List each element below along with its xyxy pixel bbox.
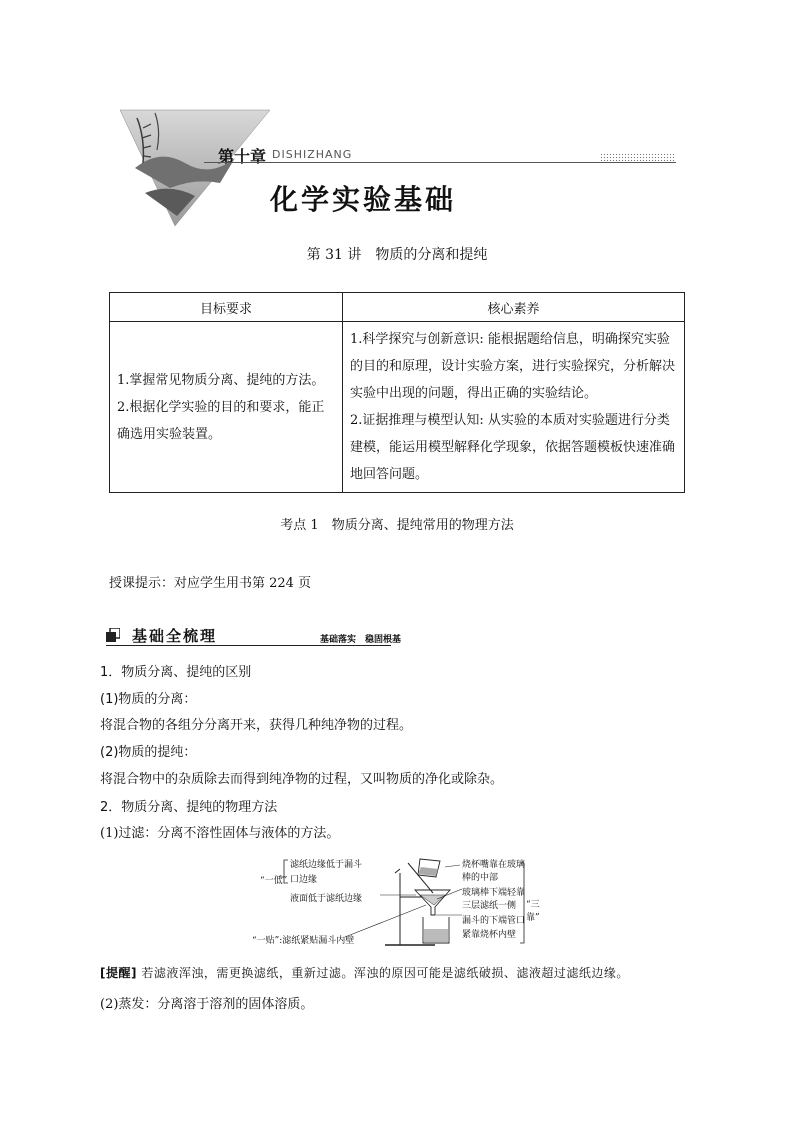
chapter-rule [204, 162, 676, 163]
heading-2: 2．物质分离、提纯的物理方法 [100, 800, 278, 815]
chapter-title: 化学实验基础 [270, 183, 457, 216]
tip-label: [提醒] [100, 966, 137, 980]
table-row [110, 322, 685, 493]
goal-item: 2.根据化学实验的目的和要求，能正确选用实验装置。 [117, 399, 325, 442]
table-header-row [110, 293, 685, 322]
sub-label-purification: (2)物质的提纯： [100, 745, 197, 760]
chapter-pinyin: DISHIZHANG [272, 148, 353, 161]
literacy-cell [343, 322, 685, 493]
sankao-rule-6: 紧靠烧杯内壁 [462, 930, 517, 940]
tip [100, 964, 629, 981]
filtration-diagram [250, 855, 550, 950]
goals-cell [110, 322, 343, 493]
tip-text: 若滤液浑浊，需更换滤纸，重新过滤。浑浊的原因可能是滤纸破损、滤液超过滤纸边缘。 [141, 966, 629, 980]
table-header-literacy: 核心素养 [343, 293, 685, 322]
yidi-rule-2: 口边缘 [290, 875, 318, 885]
separation-text: 将混合物的各组分分离开来，获得几种纯净物的过程。 [100, 718, 413, 733]
banner-subtitle: 基础落实 稳固根基 [320, 635, 402, 645]
section-title: 考点 1 物质分离、提纯常用的物理方法 [280, 518, 514, 533]
sub-label-separation: (1)物质的分离： [100, 692, 197, 707]
goal-table [109, 292, 685, 493]
literacy-item: 1.科学探究与创新意识: 能根据题给信息，明确探究实验的目的和原理，设计实验方案，进行实验探究，分析解决实验中出现的问题，得出正确的实验结论。 [350, 332, 676, 401]
sankao-rule-1: 烧杯嘴靠在玻璃 [462, 860, 526, 870]
purification-text: 将混合物中的杂质除去而得到纯净物的过程，又叫物质的净化或除杂。 [100, 772, 504, 787]
teaching-hint: 授课提示：对应学生用书第 224 页 [109, 576, 312, 591]
filter-text: (1)过滤：分离不溶性固体与液体的方法。 [100, 826, 340, 841]
table-header-goals: 目标要求 [110, 293, 343, 322]
sankao-rule-5: 漏斗的下端管口 [462, 916, 526, 926]
banner-rule [106, 645, 391, 646]
sankao-label: “三靠” [526, 900, 540, 923]
banner-title: 基础全梳理 [132, 627, 218, 645]
literacy-item: 2.证据推理与模型认知: 从实验的本质对实验题进行分类建模，能运用模型解释化学现象，依据答题模板快速准确地回答问题。 [350, 413, 676, 482]
chapter-number: 第十章 [218, 147, 267, 166]
heading-1: 1．物质分离、提纯的区别 [100, 665, 252, 680]
goal-item: 1.掌握常见物质分离、提纯的方法。 [117, 372, 325, 388]
decorative-dots [600, 153, 676, 161]
yidi-rule-1: 滤纸边缘低于漏斗 [290, 860, 363, 870]
yitie-label: “一贴”:滤纸紧贴漏斗内壁 [252, 936, 355, 946]
sankao-rule-4: 三层滤纸一侧 [462, 901, 517, 911]
yidi-label: “一低” [260, 876, 288, 886]
yidi-rule-3: 液面低于滤纸边缘 [290, 894, 363, 904]
chapter-landscape-triangle [115, 108, 275, 228]
sankao-rule-3: 玻璃棒下端轻靠 [462, 888, 526, 898]
banner-square-icon [106, 628, 120, 642]
evaporate-text: (2)蒸发：分离溶于溶剂的固体溶质。 [100, 997, 314, 1012]
lecture-title: 第 31 讲 物质的分离和提纯 [306, 247, 488, 263]
sankao-rule-2: 棒的中部 [462, 873, 499, 883]
